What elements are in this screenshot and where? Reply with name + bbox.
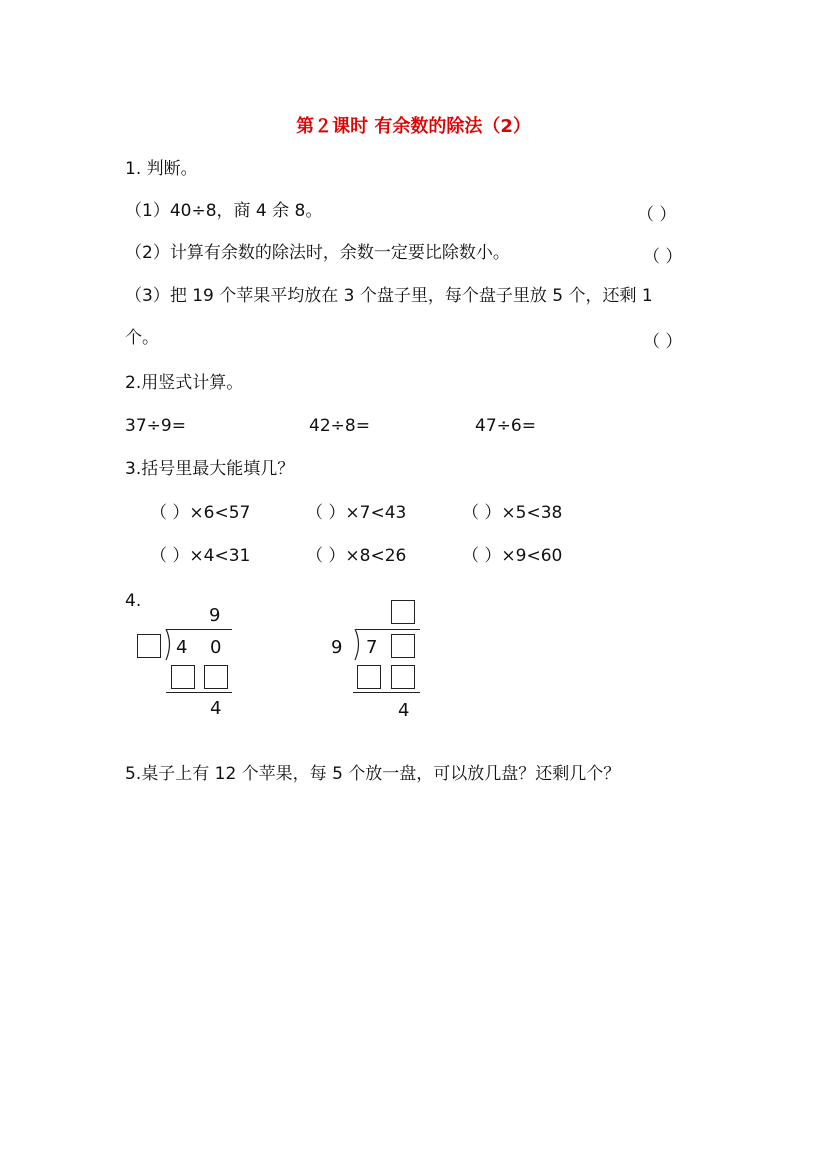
- q4-left-quotient: 9: [209, 605, 221, 626]
- q4-right-subtract-line: [353, 692, 420, 693]
- q4-left-division-bracket: [163, 629, 173, 661]
- q4-right-division-bracket: [352, 629, 362, 661]
- q1-item-3: （3）把 19 个苹果平均放在 3 个盘子里，每个盘子里放 5 个，还剩 1: [125, 286, 653, 306]
- q4-heading: 4.: [125, 591, 142, 611]
- q4-right-dividend-1: 7: [366, 637, 378, 658]
- q3-heading: 3.括号里最大能填几？: [125, 459, 295, 479]
- page-title: 第２课时 有余数的除法（2）: [296, 116, 531, 137]
- q4-left-product-box-1[interactable]: [171, 665, 195, 689]
- q2-item-2: 42÷8=: [309, 416, 370, 436]
- q3-row1-item-3: （ ）×5<38: [462, 503, 563, 523]
- q4-left-product-box-2[interactable]: [204, 665, 228, 689]
- q4-right-product-box-2[interactable]: [391, 665, 415, 689]
- q4-right-quotient-box[interactable]: [391, 600, 415, 624]
- q4-right-divisor: 9: [331, 637, 343, 658]
- q3-row2-item-3: （ ）×9<60: [462, 546, 563, 566]
- q4-right-remainder: 4: [398, 700, 410, 721]
- q1-item-2-blank: （ ）: [643, 247, 683, 267]
- q4-left-divisor-box[interactable]: [137, 634, 161, 658]
- q4-left-remainder: 4: [210, 698, 222, 719]
- q5-text: 5.桌子上有 12 个苹果，每 5 个放一盘，可以放几盘？还剩几个？: [125, 764, 621, 784]
- q1-heading: 1. 判断。: [125, 159, 198, 179]
- q1-item-3-cont: 个。: [125, 328, 159, 348]
- q2-item-3: 47÷6=: [475, 416, 536, 436]
- q1-item-1-blank: （ ）: [637, 205, 677, 225]
- q1-item-1: （1）40÷8，商 4 余 8。: [125, 201, 323, 221]
- q4-right-dividend-box[interactable]: [391, 634, 415, 658]
- q1-item-2: （2）计算有余数的除法时，余数一定要比除数小。: [125, 243, 510, 263]
- q4-left-dividend-1: 4: [176, 637, 188, 658]
- q3-row1-item-2: （ ）×7<43: [306, 503, 407, 523]
- q4-right-product-box-1[interactable]: [357, 665, 381, 689]
- q1-item-3-blank: （ ）: [643, 332, 683, 352]
- q4-left-subtract-line: [166, 692, 232, 693]
- q4-left-dividend-2: 0: [210, 637, 222, 658]
- q4-right-vinculum: [356, 629, 420, 630]
- q3-row2-item-1: （ ）×4<31: [150, 546, 251, 566]
- q2-item-1: 37÷9=: [125, 416, 186, 436]
- q3-row1-item-1: （ ）×6<57: [150, 503, 251, 523]
- q4-left-vinculum: [166, 629, 232, 630]
- q3-row2-item-2: （ ）×8<26: [306, 546, 407, 566]
- q2-heading: 2.用竖式计算。: [125, 373, 244, 393]
